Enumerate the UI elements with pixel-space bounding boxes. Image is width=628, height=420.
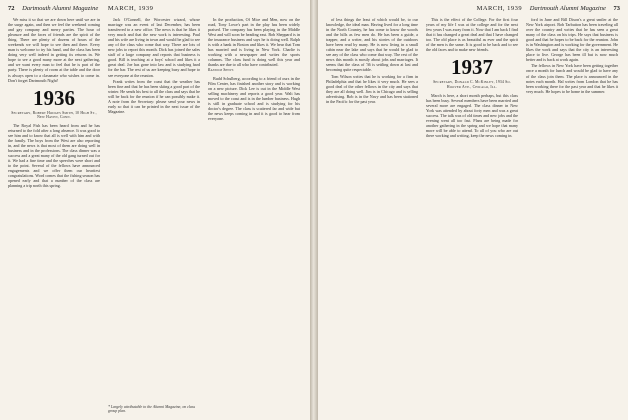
column-body: Frank writes from the coast that the weather has been fine and that he has been skiing a good part of the winter. He sends his best to all the class and says that he will be back for the reunion if he can possibly make it. A note from the Secretary: please send your news in early so that it can be printed in the next issue of the Magazine. [108,78,200,114]
column-text: Jack O'Connell, the Worcester wizard, whose marriage was an event of last December, has been transferred to a new office. The news is that he likes it very much and that the new work is interesting. Paul and his wife are living in town and would be glad to see any of the class who come that way. There are lots of new jobs to report this month. Dick has joined the sales staff of a large company and reports that business is good. Bill is teaching at a boys' school and likes it a great deal. Joe has gone into law and is studying hard for the bar. The rest of us are keeping busy and hope to see everyone at the reunion. [108,17,200,78]
class-year-heading: 1937 [451,55,493,80]
right-running-head [326,5,620,15]
class-secretary-line: Secretary, Robert Hodges Smith, 10 High St., New Haven, Conn. [11,110,97,120]
column-body: The Royal Fish has been heard from and he has returned to the fold after a long absence. It was good to see him and to know that all is well with him and with the family. The boys from the West are also reporting in, and the news is that most of them are doing well in business and in the professions. The class dinner was a success and a great many of the old gang turned out for it. We had a fine time and the speeches were short and to the point. Several of the fellows have announced engagements and we offer them our heartiest congratulations. Word comes that the fishing season has opened early and that a number of the class are planning a trip north this spring. [8,122,100,189]
right-issue-month: MARCH, 1939 [476,5,523,12]
right-column-1 [326,17,418,415]
right-page-number: 73 [613,5,620,12]
column-body: Budd Schulberg, according to a friend of ours in the Film Center, has finished another story and is working on a new picture. Dick Lee is out in the Middle West selling machinery and reports a good year. Walt has moved to the coast and is in the lumber business. Hugh is still in graduate school and is studying for his doctor's degree. The class is scattered far and wide but the news keeps coming in and it is good to hear from everyone. [208,76,300,122]
right-publication-name: Dartmouth Alumni Magazine [529,5,606,12]
left-page [0,0,310,420]
column-body: The fellows in New York have been getting together once a month for lunch and would be glad to have any of the class join them. The place is announced in the notes each month. Hal writes from London that he has been working there for the past year and that he likes it very much. He hopes to be home in the summer. [526,63,618,94]
left-running-head [8,5,302,15]
column-text: In the production, Of Mice and Men, now on the road, Tony Lowe's part in the play has been widely praised. The company has been playing in the Middle West and will soon be heading east. Bob Sheppard is in the insurance business and says he is doing well. Ralph is with a bank in Boston and likes it. We hear that Tom has married and is living in New York. Charlie is working with a newspaper and writes the sports columns. The class fund is doing well this year and thanks are due to all who have contributed. [208,17,300,68]
left-column-2 [108,17,200,415]
right-column-2 [426,17,518,415]
column-body: Tom Wilson writes that he is working for a firm in Philadelphia and that he likes it very much. He sees a good deal of the other fellows in the city and says that they are all doing well. Jim is in Chicago and is selling advertising. Bob is in the Navy and has been stationed in the Pacific for the past year. [326,73,418,104]
left-column-3 [208,17,300,415]
left-publication-name: Dartmouth Alumni Magazine [22,5,99,12]
right-page [318,0,628,420]
footnote: * Largely attributable to the Alumni Magazine, on class group plan. [108,404,195,414]
section-heading: Random Shots [208,68,234,73]
column-text: of less things the least of which would be, to our knowledge, the ideal man. Having lived for a long time in the North Country, he has come to know the woods and the hills as few men do. He has been a guide, a trapper, and a writer, and his stories of the outdoors have been read by many. He is now living in a small cabin near the lake and says that he would be glad to see any of the class who come that way. The rest of the news this month is mostly about jobs and marriages. It seems that the class of '36 is settling down at last and becoming quite respectable. [326,17,418,73]
column-text: ford in June and Bill Dixon's a great smiler at the New York airport. Bob Tarbutton has been traveling all over the country and writes that he has seen a great many of the class on his trips. He says that business is good and that he hopes to be back for the reunion. John is in Washington and is working for the government. He likes the work and says that the city is an interesting place to live. George has been ill but is now much better and is back at work again. [526,17,618,63]
column-body: March is here, a short month perhaps, but this class has been busy. Several members have been married and several more are engaged. The class dinner in New York was attended by about forty men and was a great success. The talk was of old times and new jobs and the evening went all too fast. Plans are being made for another gathering in the spring and we hope that many more will be able to attend. To all of you who are out there working and writing, keep the news coming in. [426,92,518,138]
left-issue-month: MARCH, 1939 [107,5,154,12]
right-column-3 [526,17,618,415]
left-column-1 [8,17,100,415]
class-year-heading: 1936 [33,85,75,110]
left-page-number: 72 [8,5,15,12]
class-secretary-line: Secretary, Donald C. McKinley, 1934 So. Hoover Ave., Chicago, Ill. [433,80,511,89]
column-text: This is the effect of the College. For the first four years of my life I was at the college and for the next few years I was away from it. Now that I am back I find that it has changed a great deal and that I have changed too. The old place is as beautiful as ever and the spirit of the men is the same. It is good to be back and to see the old faces and to make new friends. [426,17,518,53]
column-text: We miss it so that we are down here until we are in the surge again, and then we feel the weekend coming and gay company and merry parties. The hour of pleasure and the faces of friends are the spirit of the thing. There are plenty of dozens of hours of the weekends we will hope to see then and there. Every man is welcome to try his hand, and the class has been doing very well indeed in getting its returns in. We hope to see a good many more at the next gathering, and we want every man to feel that he is part of the party. There is plenty of room at the table and the door is always open to a classmate who wishes to come in. Don't forget Dartmouth Night! [8,17,100,83]
book-gutter [310,0,318,420]
